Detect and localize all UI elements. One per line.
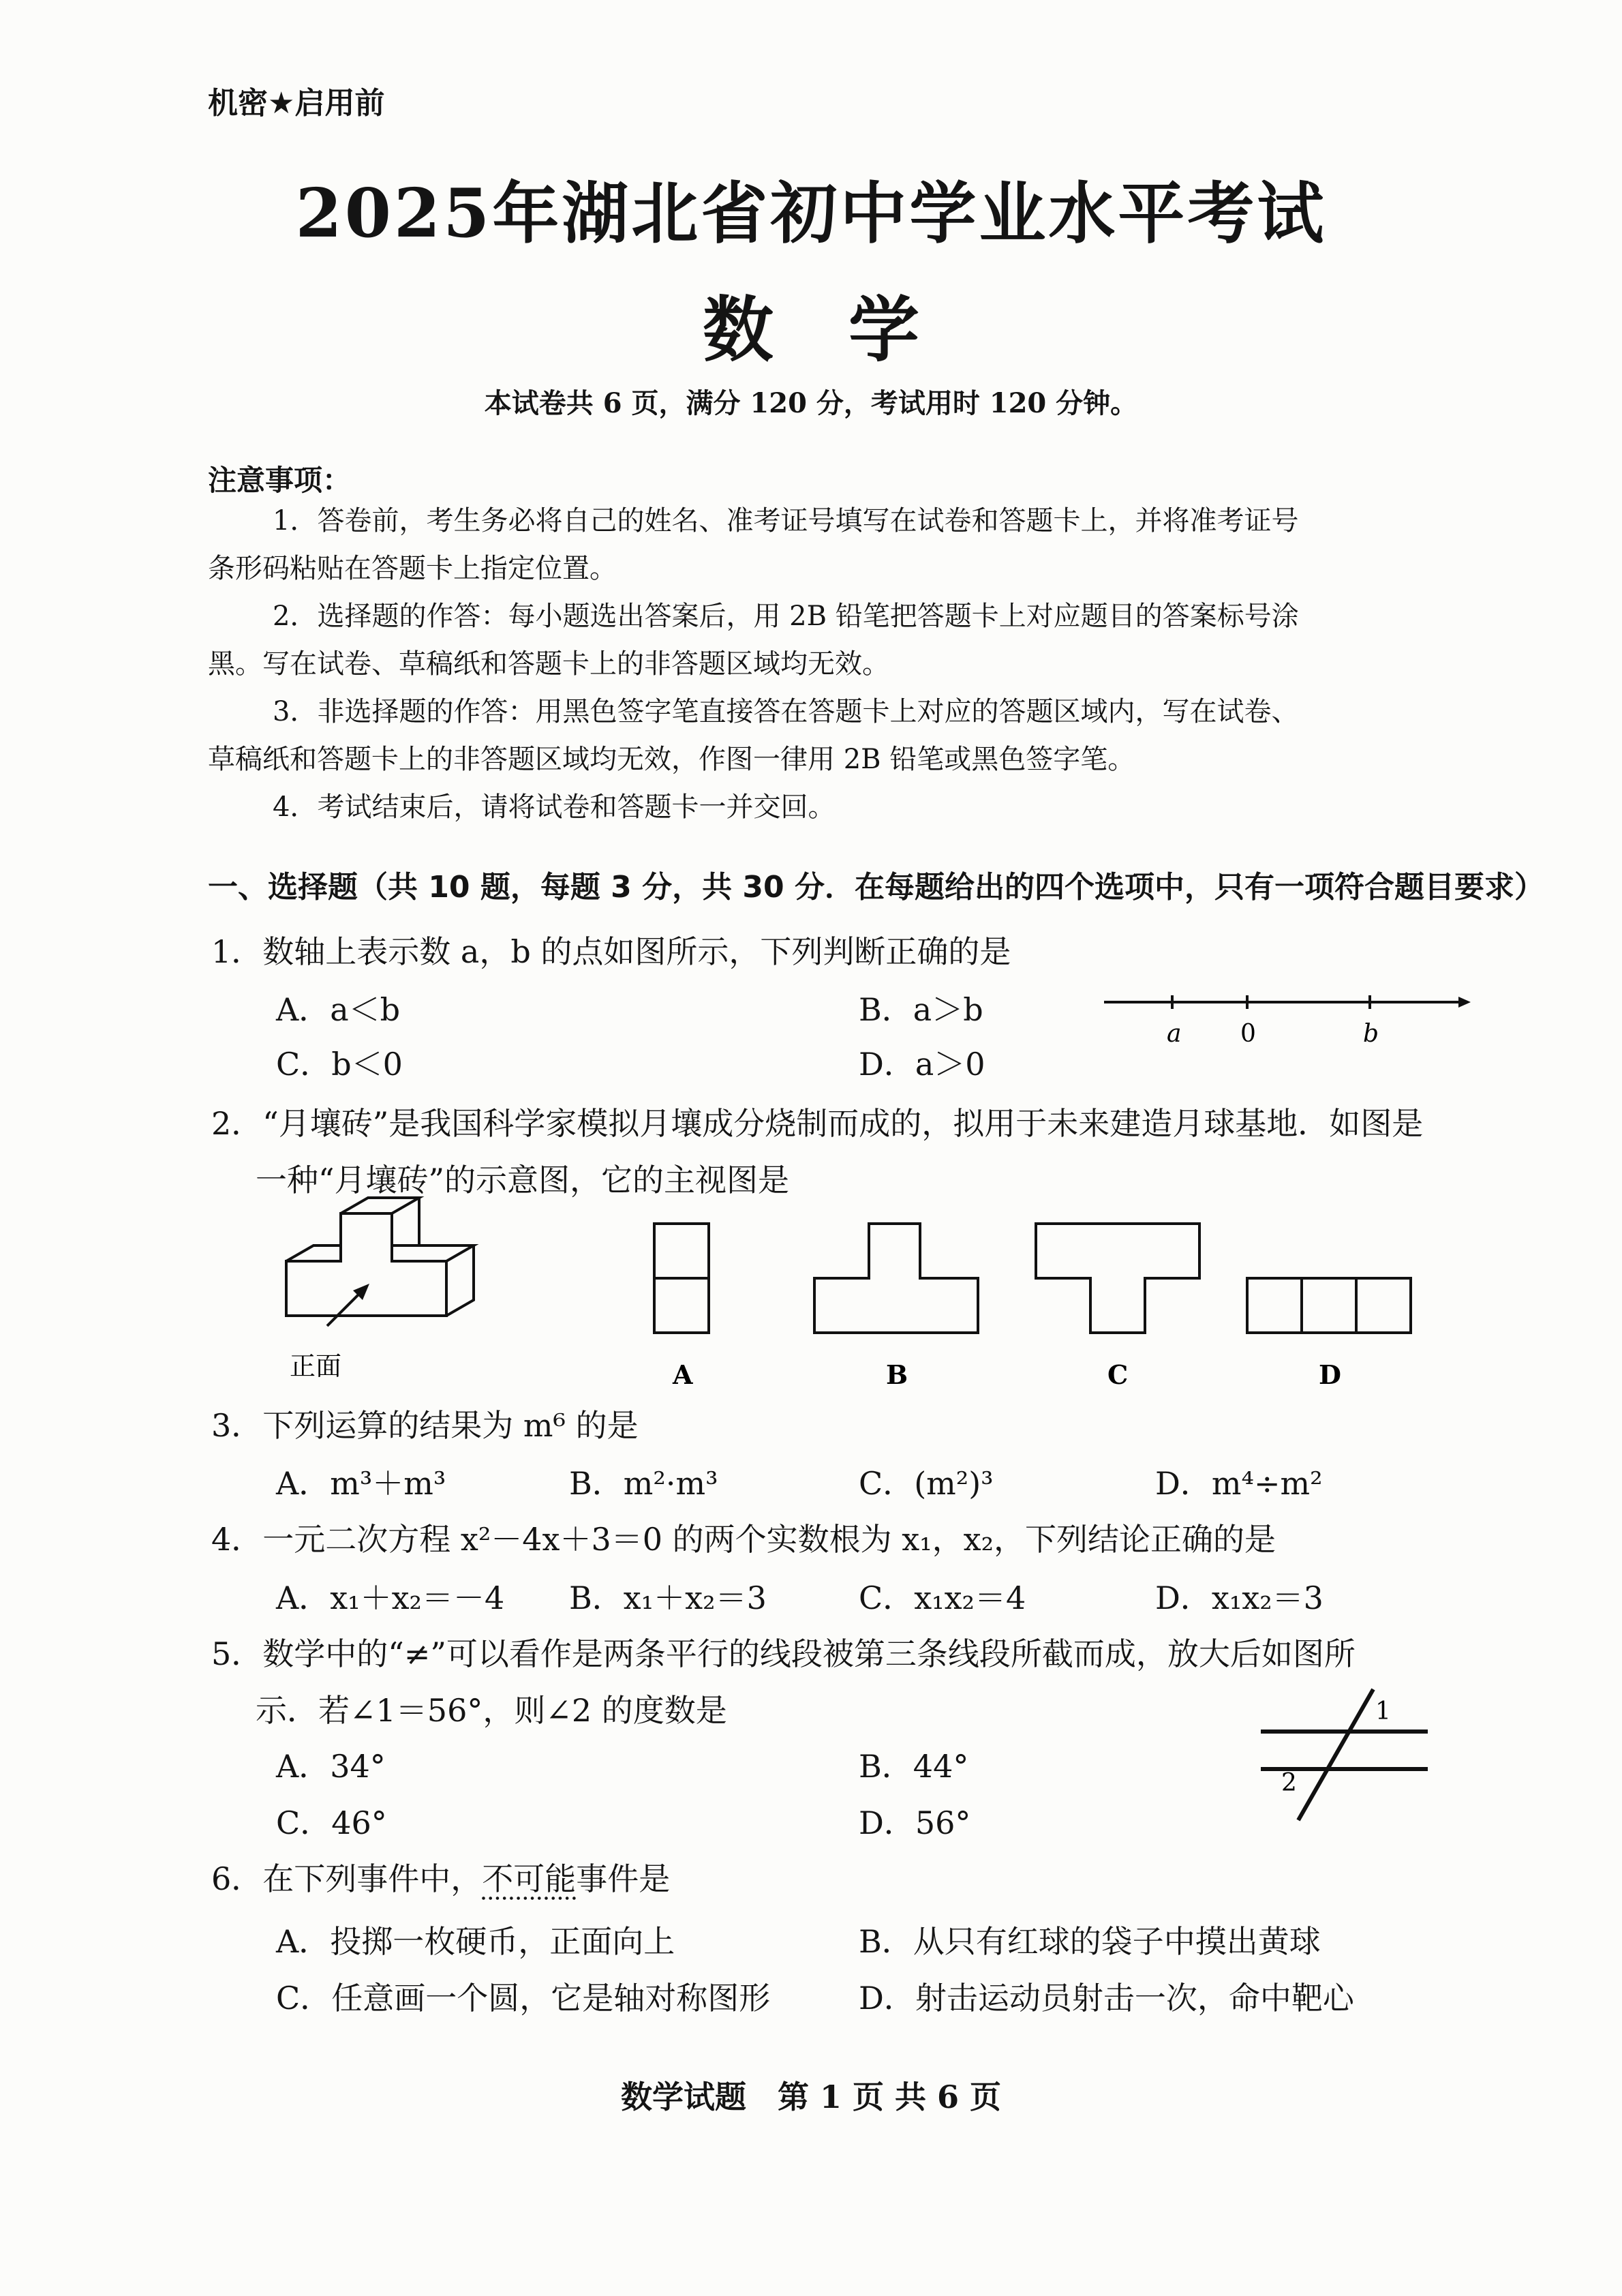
angle-1-label: 1: [1375, 1697, 1391, 1725]
brick-top-right: [392, 1245, 474, 1261]
q5-stem-line-1: 5．数学中的“≠”可以看作是两条平行的线段被第三条线段所截而成，放大后如图所: [211, 1635, 1356, 1672]
q5-option-d: D．56°: [859, 1804, 971, 1841]
q1-number-line: [1090, 982, 1472, 1057]
subject-char-1: 数: [702, 288, 774, 372]
exam-title: 2025年湖北省初中学业水平考试: [295, 175, 1327, 253]
q6-option-b: B．从只有红球的袋子中摸出黄球: [859, 1923, 1321, 1960]
q5-option-c: C．46°: [276, 1804, 387, 1841]
q3-option-a: A．m³＋m³: [276, 1465, 446, 1502]
q5-stem-line-2: 示．若∠1＝56°，则∠2 的度数是: [256, 1692, 727, 1729]
option-c-label: C: [1107, 1359, 1129, 1390]
q1-stem: 1．数轴上表示数 a，b 的点如图所示，下列判断正确的是: [211, 933, 1011, 970]
note-line-2: 条形码粘贴在答题卡上指定位置。: [208, 553, 617, 584]
q6-stem-emphasis: 不可能: [482, 1860, 577, 1897]
q1-option-c: C．b＜0: [276, 1046, 403, 1083]
q6-stem: [211, 1854, 670, 1899]
q6-option-c: C．任意画一个圆，它是轴对称图形: [276, 1980, 771, 2016]
front-arrow-shaft: [327, 1290, 363, 1326]
q4-option-a: A．x₁＋x₂＝－4: [276, 1580, 505, 1616]
q4-option-b: B．x₁＋x₂＝3: [569, 1580, 767, 1616]
note-line-5: 3．非选择题的作答：用黑色签字笔直接答在答题卡上对应的答题区域内，写在试卷、: [273, 696, 1299, 727]
brick-top-center: [341, 1198, 419, 1213]
q2-stem-line-1: 2．“月壤砖”是我国科学家模拟月壤成分烧制而成的，拟用于未来建造月球基地．如图是: [211, 1105, 1424, 1142]
note-line-3: 2．选择题的作答：每小题选出答案后，用 2B 铅笔把答题卡上对应题目的答案标号涂: [273, 601, 1299, 632]
q5-option-b: B．44°: [859, 1748, 969, 1785]
q1-option-b: B．a＞b: [859, 991, 983, 1028]
q2-stem-line-2: 一种“月壤砖”的示意图，它的主视图是: [256, 1162, 790, 1198]
section-1-heading: 一、选择题（共 10 题，每题 3 分，共 30 分．在每题给出的四个选项中，只有一项符合题目要求）: [208, 870, 1544, 905]
option-b-label: B: [886, 1359, 908, 1390]
option-d-rect: [1247, 1278, 1411, 1333]
q4-option-c: C．x₁x₂＝4: [859, 1580, 1026, 1616]
q6-option-a: A．投掷一枚硬币，正面向上: [276, 1923, 675, 1960]
subject-char-2: 学: [848, 288, 920, 372]
option-a-label: A: [673, 1359, 693, 1390]
q5-option-a: A．34°: [276, 1748, 386, 1785]
q2-option-d-figure: [1244, 1220, 1428, 1408]
note-line-4: 黑。写在试卷、草稿纸和答题卡上的非答题区域均无效。: [208, 648, 889, 680]
q4-option-d: D．x₁x₂＝3: [1155, 1580, 1323, 1616]
q5-not-equal-figure: [1247, 1684, 1452, 1827]
option-c-shape: [1036, 1224, 1199, 1333]
angle-2-label: 2: [1281, 1769, 1297, 1797]
number-line-arrow: [1458, 997, 1471, 1008]
q3-option-c: C．(m²)³: [859, 1465, 994, 1502]
front-label: 正面: [290, 1351, 342, 1381]
q2-brick-figure: [279, 1196, 498, 1401]
q2-option-a-figure: [651, 1220, 733, 1408]
q6-stem-post: 事件是: [576, 1860, 671, 1897]
page-footer: 数学试题 第 1 页 共 6 页: [620, 2079, 1002, 2115]
q6-stem-pre: 6．在下列事件中，: [211, 1860, 483, 1897]
brick-right-side: [446, 1245, 474, 1316]
confidential-label: 机密★启用前: [208, 86, 385, 121]
note-line-7: 4．考试结束后，请将试卷和答题卡一并交回。: [273, 791, 836, 823]
label-0: 0: [1240, 1020, 1256, 1048]
exam-info: 本试卷共 6 页，满分 120 分，考试用时 120 分钟。: [484, 387, 1138, 419]
q1-option-a: A．a＜b: [276, 991, 401, 1028]
transversal-line: [1298, 1689, 1373, 1820]
option-d-label: D: [1319, 1359, 1341, 1390]
subject-title: [0, 273, 1622, 375]
option-b-shape: [814, 1224, 978, 1333]
q1-option-d: D．a＞0: [859, 1046, 985, 1083]
q3-option-b: B．m²·m³: [569, 1465, 718, 1502]
label-a: a: [1167, 1020, 1182, 1048]
q3-option-d: D．m⁴÷m²: [1155, 1465, 1323, 1502]
q4-stem: 4．一元二次方程 x²－4x＋3＝0 的两个实数根为 x₁，x₂，下列结论正确的是: [211, 1521, 1276, 1558]
q6-option-d: D．射击运动员射击一次，命中靶心: [859, 1980, 1354, 2016]
brick-front-face: [286, 1213, 446, 1316]
q2-option-b-figure: [811, 1220, 995, 1408]
label-b: b: [1363, 1020, 1379, 1048]
brick-top-left: [286, 1245, 341, 1261]
note-line-1: 1．答卷前，考生务必将自己的姓名、准考证号填写在试卷和答题卡上，并将准考证号: [273, 505, 1299, 537]
note-line-6: 草稿纸和答题卡上的非答题区域均无效，作图一律用 2B 铅笔或黑色签字笔。: [208, 744, 1135, 775]
q3-stem: 3．下列运算的结果为 m⁶ 的是: [211, 1407, 639, 1444]
notes-heading: 注意事项：: [208, 464, 352, 497]
q2-option-c-figure: [1032, 1220, 1216, 1408]
